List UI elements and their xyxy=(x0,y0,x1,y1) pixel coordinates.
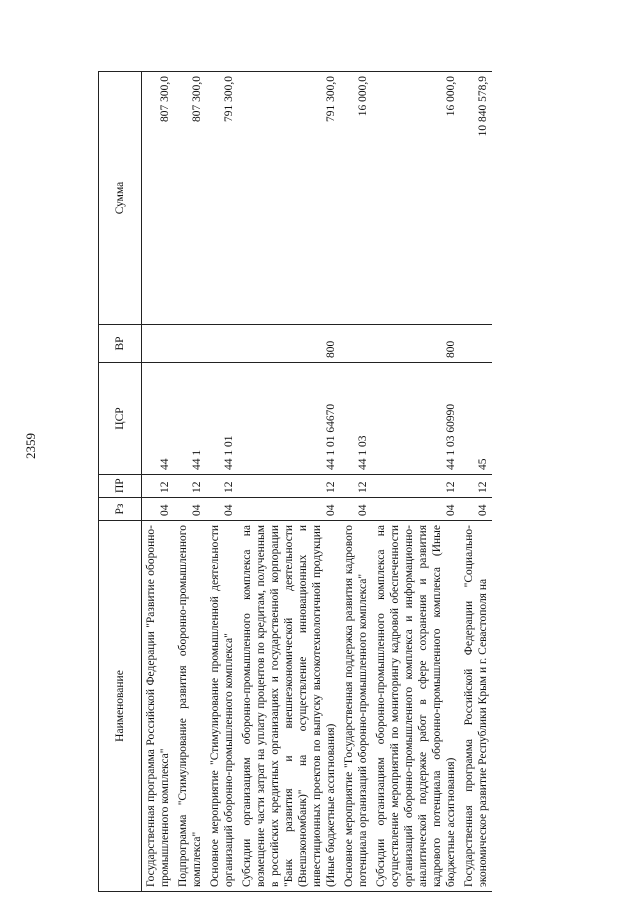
row-csr: 44 1 xyxy=(174,363,206,475)
row-name: Подпрограмма "Стимулирование развития оборонно-промышленного комплекса" xyxy=(174,521,206,892)
table-row xyxy=(206,72,238,892)
row-sum: 10 840 578,9 xyxy=(460,72,492,325)
table-row xyxy=(340,72,372,892)
row-sum: 16 000,0 xyxy=(372,72,460,325)
row-name: Государственная программа Российской Федерации "Развитие оборонно-промышленного комплекса" xyxy=(142,521,175,892)
header-csr: ЦСР xyxy=(99,363,142,475)
rotated-table-container xyxy=(98,72,596,892)
row-pr: 12 xyxy=(206,475,238,498)
header-vr: ВР xyxy=(99,325,142,363)
row-pr: 12 xyxy=(372,475,460,498)
table-row xyxy=(142,72,175,892)
row-csr: 44 1 01 xyxy=(206,363,238,475)
row-name: Субсидии организациям оборонно-промышленного комплекса на осуществление мероприятий по мониторингу кадровой обеспеченности организаций оборонно-промышленного комплекса и информационно-аналитической поддержке работ в сфере сохранения и развития кадрового потенциала оборонно-промышленного комплекса (Иные бюджетные ассигнования) xyxy=(372,521,460,892)
row-pr: 12 xyxy=(238,475,340,498)
table-row xyxy=(460,72,492,892)
header-sum: Сумма xyxy=(99,72,142,325)
row-name: Субсидии организациям оборонно-промышленного комплекса на возмещение части затрат на уплату процентов по кредитам, полученным в российских кредитных организациях и государственной корпорации "Банк развития и внешнеэкономической деятельности (Внешэкономбанк)" на осуществление инновационных и инвестиционных проектов по выпуску высокотехнологичной продукции (Иные бюджетные ассигнования) xyxy=(238,521,340,892)
row-sum: 16 000,0 xyxy=(340,72,372,325)
row-vr xyxy=(460,325,492,363)
header-pr: ПР xyxy=(99,475,142,498)
row-csr: 44 1 01 64670 xyxy=(238,363,340,475)
page-number: 2359 xyxy=(23,433,38,459)
row-pr: 12 xyxy=(174,475,206,498)
budget-table xyxy=(98,71,492,892)
header-name: Наименование xyxy=(99,521,142,892)
row-sum: 807 300,0 xyxy=(174,72,206,325)
row-vr xyxy=(174,325,206,363)
row-name: Основное мероприятие "Государственная поддержка развития кадрового потенциала организаций оборонно-промышленного комплекса" xyxy=(340,521,372,892)
row-vr: 800 xyxy=(372,325,460,363)
row-rz: 04 xyxy=(340,498,372,521)
row-vr xyxy=(142,325,175,363)
table-row xyxy=(238,72,340,892)
row-pr: 12 xyxy=(340,475,372,498)
row-rz: 04 xyxy=(142,498,175,521)
row-csr: 44 1 03 xyxy=(340,363,372,475)
row-vr xyxy=(206,325,238,363)
row-rz: 04 xyxy=(238,498,340,521)
row-name: Государственная программа Российской Федерации "Социально-экономическое развитие Республики Крым и г. Севастополя на xyxy=(460,521,492,892)
row-rz: 04 xyxy=(174,498,206,521)
row-csr: 44 1 03 60990 xyxy=(372,363,460,475)
row-sum: 791 300,0 xyxy=(238,72,340,325)
row-pr: 12 xyxy=(460,475,492,498)
row-name: Основное мероприятие "Стимулирование промышленной деятельности организаций оборонно-промышленного комплекса" xyxy=(206,521,238,892)
table-row xyxy=(174,72,206,892)
row-sum: 807 300,0 xyxy=(142,72,175,325)
row-rz: 04 xyxy=(460,498,492,521)
row-pr: 12 xyxy=(142,475,175,498)
table-header-row xyxy=(99,72,142,892)
row-sum: 791 300,0 xyxy=(206,72,238,325)
row-vr xyxy=(340,325,372,363)
row-rz: 04 xyxy=(372,498,460,521)
header-rz: Рз xyxy=(99,498,142,521)
table-row xyxy=(372,72,460,892)
row-rz: 04 xyxy=(206,498,238,521)
row-csr: 44 xyxy=(142,363,175,475)
row-csr: 45 xyxy=(460,363,492,475)
row-vr: 800 xyxy=(238,325,340,363)
